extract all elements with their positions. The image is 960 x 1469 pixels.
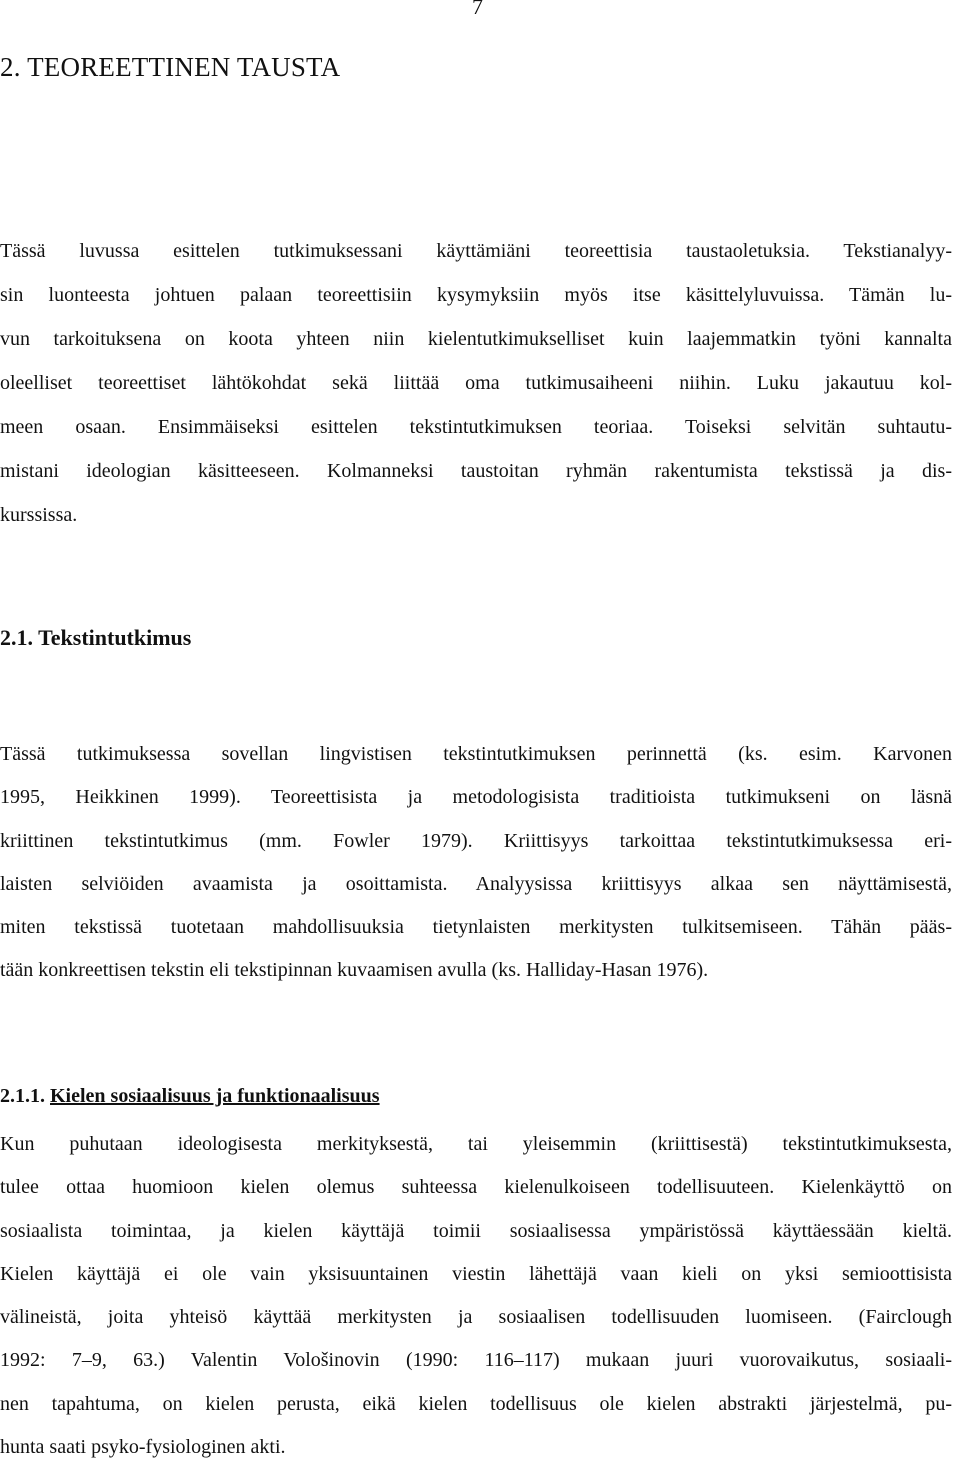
paragraph-line: kurssissa. <box>0 504 78 526</box>
paragraph-line: sin luonteesta johtuen palaan teoreettisiin kysymyksiin myös itse käsittelyluvuissa. Tämän lu- <box>0 284 952 306</box>
paragraph-line: kriittinen tekstintutkimus (mm. Fowler 1979). Kriittisyys tarkoittaa tekstintutkimuksessa eri- <box>0 829 952 852</box>
paragraph-line: Kielen käyttäjä ei ole vain yksisuuntainen viestin lähettäjä vaan kieli on yksi semioottisista <box>0 1262 952 1285</box>
page-number: 7 <box>472 0 483 19</box>
paragraph-line: Tässä tutkimuksessa sovellan lingvistisen tekstintutkimuksen perinnettä (ks. esim. Karvonen <box>0 743 952 765</box>
paragraph-line: sosiaalista toimintaa, ja kielen käyttäjä toimii sosiaalisessa ympäristössä käyttäessään kieltä. <box>0 1219 952 1242</box>
paragraph-line: mistani ideologian käsitteeseen. Kolmanneksi taustoitan ryhmän rakentumista tekstissä ja dis- <box>0 460 952 482</box>
paragraph-line: tään konkreettisen tekstin eli tekstipinnan kuvaamisen avulla (ks. Halliday-Hasan 1976). <box>0 959 709 982</box>
paragraph-line: oleelliset teoreettiset lähtökohdat sekä liittää oma tutkimusaiheeni niihin. Luku jakautuu kol- <box>0 372 952 394</box>
paragraph-line: nen tapahtuma, on kielen perusta, eikä kielen todellisuus ole kielen abstrakti järjestelmä, pu- <box>0 1392 952 1415</box>
section-2-1-paragraph <box>0 733 952 993</box>
intro-paragraph <box>0 229 952 537</box>
section-heading-2-1-1 <box>0 1085 380 1108</box>
paragraph-line: Kun puhutaan ideologisesta merkityksestä, tai yleisemmin (kriittisestä) tekstintutkimuksesta, <box>0 1133 952 1155</box>
section-title: Tekstintutkimus <box>38 625 192 650</box>
paragraph-line: Tässä luvussa esittelen tutkimuksessani käyttämiäni teoreettisia taustaoletuksia. Tekstianalyy- <box>0 240 952 262</box>
chapter-title: 2. TEOREETTINEN TAUSTA <box>0 52 341 82</box>
section-number: 2.1. <box>0 625 33 650</box>
paragraph-line: laisten selviöiden avaamista ja osoittamista. Analyysissa kriittisyys alkaa sen näyttämisestä, <box>0 872 952 895</box>
paragraph-line: 1995, Heikkinen 1999). Teoreettisista ja metodologisista traditioista tutkimukseni on läsnä <box>0 786 952 809</box>
paragraph-line: vun tarkoituksena on koota yhteen niin kielentutkimukselliset kuin laajemmatkin työni kannalta <box>0 328 952 350</box>
paragraph-line: tulee ottaa huomioon kielen olemus suhteessa kielenulkoiseen todellisuuteen. Kielenkäyttö on <box>0 1176 952 1199</box>
section-title: Kielen sosiaalisuus ja funktionaalisuus <box>50 1085 380 1107</box>
paragraph-line: hunta saati psyko-fysiologinen akti. <box>0 1436 286 1459</box>
section-heading-2-1 <box>0 625 191 651</box>
section-2-1-1-paragraph <box>0 1123 952 1469</box>
paragraph-line: 1992: 7–9, 63.) Valentin Vološinovin (1990: 116–117) mukaan juuri vuorovaikutus, sosiaali- <box>0 1349 952 1372</box>
paragraph-line: miten tekstissä tuotetaan mahdollisuuksia tietynlaisten merkitysten tulkitsemiseen. Tähän pääs- <box>0 916 952 939</box>
paragraph-line: meen osaan. Ensimmäiseksi esittelen tekstintutkimuksen teoriaa. Toiseksi selvitän suhtautu- <box>0 416 952 438</box>
section-number: 2.1.1. <box>0 1085 45 1107</box>
paragraph-line: välineistä, joita yhteisö käyttää merkitysten ja sosiaalisen todellisuuden luomiseen. (Fairclough <box>0 1306 952 1329</box>
